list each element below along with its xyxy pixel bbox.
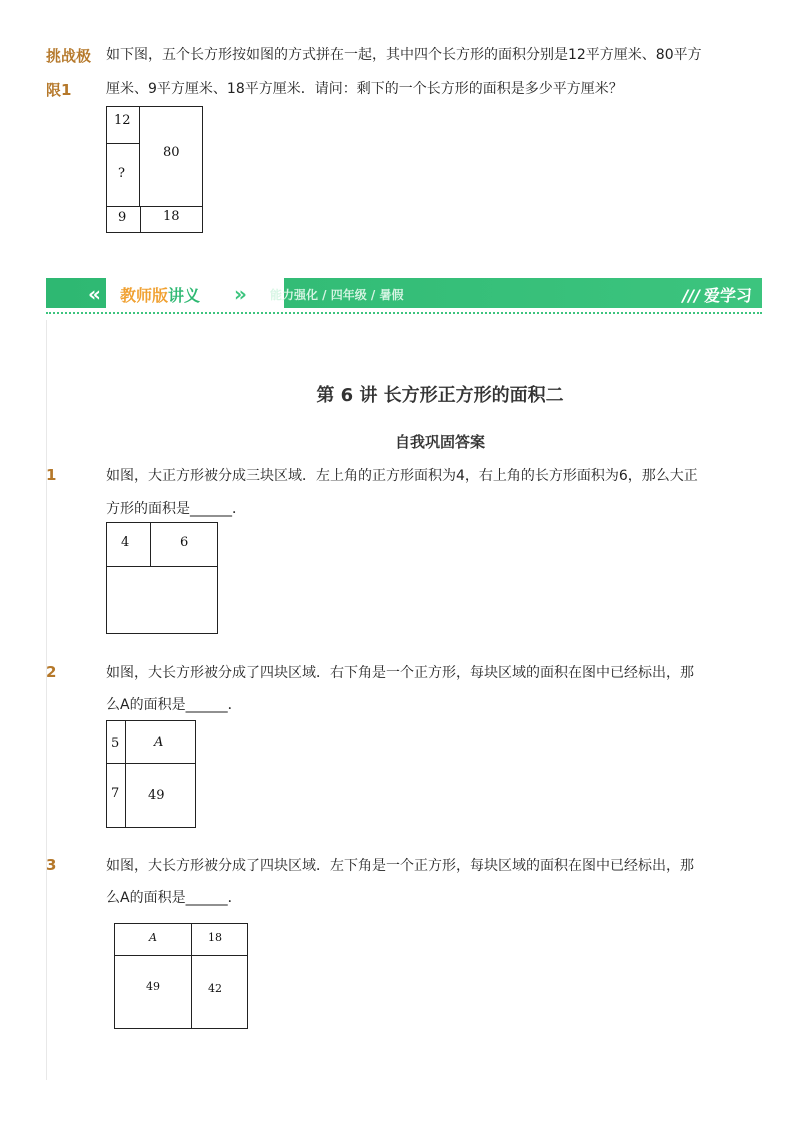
challenge-cell-80: 80: [163, 145, 180, 160]
q3-cell-A: A: [149, 931, 157, 944]
lesson-subtitle: 自我巩固答案: [394, 433, 485, 451]
q3-text-line1: 如图，大长方形被分成了四块区域．左下角是一个正方形，每块区域的面积在图中已经标出，那: [106, 858, 694, 874]
banner-title-part2: 讲义: [168, 286, 201, 305]
banner-dotted-divider: [46, 312, 762, 314]
q2-cell-5: 5: [111, 736, 120, 751]
q1-cell-6: 6: [180, 535, 189, 550]
challenge-cell-unknown: ?: [118, 166, 125, 181]
lesson-title: 第 6 讲 长方形正方形的面积二: [316, 385, 564, 406]
q3-cell-42: 42: [208, 982, 222, 995]
banner-title-part1: 教师版: [120, 286, 169, 305]
brand-logo: [682, 283, 752, 306]
q2-number: 2: [46, 663, 57, 681]
q2-text-line1: 如图，大长方形被分成了四块区域．右下角是一个正方形，每块区域的面积在图中已经标出，那: [106, 665, 694, 681]
q3-divider-v: [191, 923, 192, 1029]
challenge-cell-12: 12: [114, 113, 131, 128]
banner-title: [120, 283, 200, 306]
q3-outer-rect: [114, 923, 248, 1029]
logo-text: 爱学习: [703, 286, 752, 305]
q1-text-line2: 方形的面积是______．: [106, 501, 246, 517]
challenge-text-line2: 厘米、9平方厘米、18平方厘米．请问：剩下的一个长方形的面积是多少平方厘米？: [106, 81, 623, 97]
q2-outer-rect: [106, 720, 196, 828]
q1-number: 1: [46, 466, 57, 484]
q1-divider-v: [150, 522, 151, 567]
q3-cell-18: 18: [208, 931, 222, 944]
q1-text-line1: 如图，大正方形被分成三块区域．左上角的正方形面积为4，右上角的长方形面积为6，那么大正: [106, 468, 698, 484]
q2-divider-v: [125, 720, 126, 828]
q3-text-line2: 么A的面积是______．: [106, 890, 242, 906]
chevron-left-icon: «: [88, 282, 101, 306]
q3-cell-49: 49: [146, 980, 160, 993]
challenge-label-line2: 限1: [46, 81, 72, 99]
q2-cell-A: A: [154, 735, 164, 750]
q1-divider-h: [106, 566, 218, 567]
logo-mark-icon: ///: [682, 286, 700, 305]
q3-number: 3: [46, 856, 57, 874]
q1-cell-4: 4: [121, 535, 130, 550]
q2-text-line2: 么A的面积是______．: [106, 697, 242, 713]
q2-cell-7: 7: [111, 786, 120, 801]
chevron-right-icon: »: [234, 282, 247, 306]
header-banner: [46, 278, 762, 308]
q3-divider-h: [114, 955, 248, 956]
challenge-text-line1: 如下图，五个长方形按如图的方式拼在一起，其中四个长方形的面积分别是12平方厘米、80平方: [106, 47, 702, 63]
q2-cell-49: 49: [148, 788, 165, 803]
challenge-cell-18: 18: [163, 209, 180, 224]
challenge-label-line1: 挑战极: [46, 47, 92, 65]
q2-divider-h: [106, 763, 196, 764]
challenge-divider-v2: [140, 206, 141, 233]
challenge-divider-h2: [106, 206, 203, 207]
banner-subtitle: 能力强化 / 四年级 / 暑假: [270, 288, 404, 302]
challenge-cell-9: 9: [118, 210, 127, 225]
challenge-divider-h1: [106, 143, 140, 144]
